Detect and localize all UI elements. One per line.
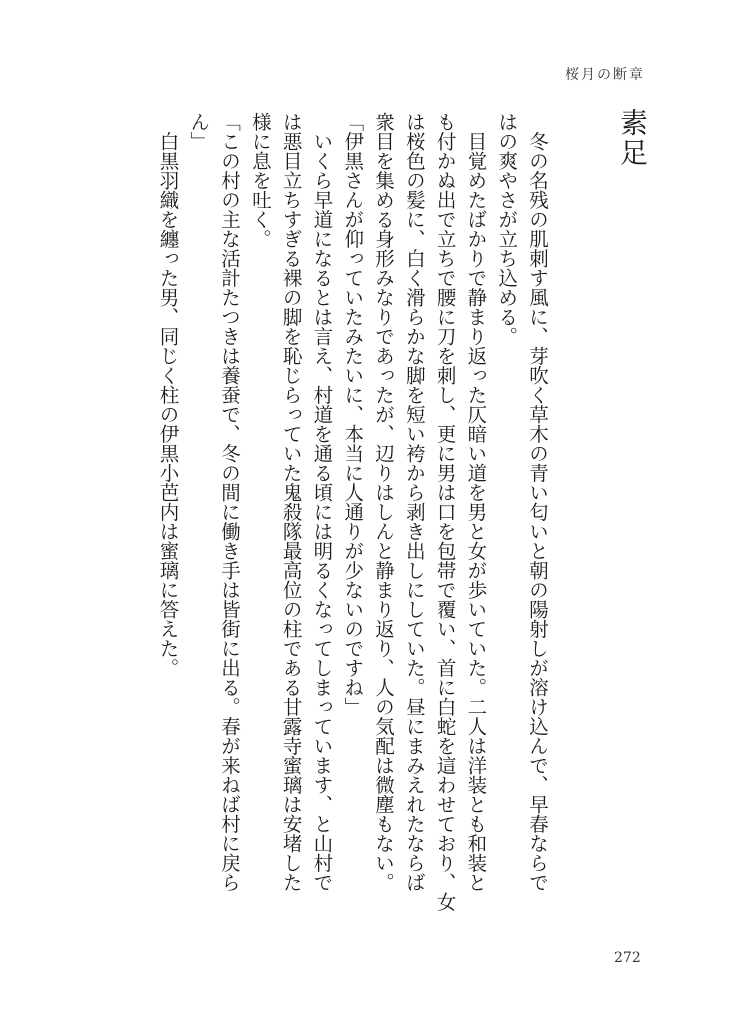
page-number: 272 (614, 950, 641, 966)
text-line: 白黒羽織を纏った男、同じく柱の伊黒小芭内は蜜璃に答えた。 (156, 112, 180, 678)
text-line: 「この村の主な活計たつきは養蚕で、冬の間に働き手は皆街に出る。春が来ねば村に戻ら (218, 112, 242, 892)
text-line: 様に息を吐く。 (248, 112, 272, 249)
text-line: 衆目を集める身形みなりであったが、辺りはしんと静まり返り、人の気配は微塵もない。 (372, 112, 396, 892)
text-line: も付かぬ出で立ちで腰に刀を刺し、更に男は口を包帯で覆い、首に白蛇を這わせており、女 (433, 112, 457, 912)
body-text (152, 112, 552, 932)
text-line: 「伊黒さんが仰っていたみたいに、本当に人通りが少ないのですね」 (341, 112, 365, 717)
running-head: 桜月の断章 (565, 67, 645, 83)
text-line: は桜色の髪に、白く滑らかな脚を短い袴から剥き出しにしていた。昼にまみえれたならば (402, 112, 426, 892)
text-line: いくら早道になるとは言え、村道を通る頃には明るくなってしまっています、と山村で (310, 112, 334, 892)
text-line: は悪目立ちすぎる裸の脚を恥じらっていた鬼殺隊最高位の柱である甘露寺蜜璃は安堵した (279, 112, 303, 892)
text-line: ん」 (187, 112, 211, 151)
chapter-title: 素足 (616, 108, 649, 168)
text-line: はの爽やさが立ち込める。 (495, 112, 519, 346)
text-line: 目覚めたばかりで静まり返った仄暗い道を男と女が歩いていた。二人は洋装とも和装と (464, 112, 488, 892)
text-line: 冬の名残の肌刺す風に、芽吹く草木の青い匂いと朝の陽射しが溶け込んで、早春ならで (526, 112, 549, 892)
